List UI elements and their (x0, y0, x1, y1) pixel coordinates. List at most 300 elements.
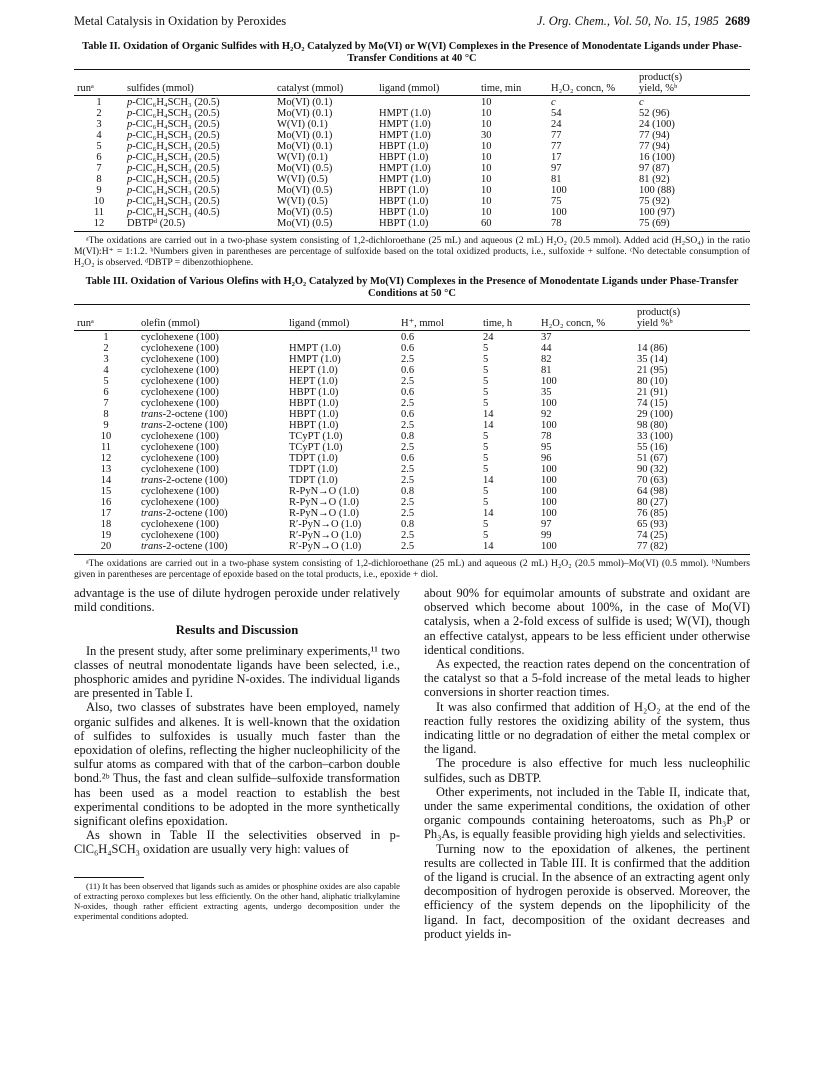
paragraph: It was also confirmed that addition of H₂O₂ at the end of the reaction fully restores the oxidizing ability of the system, thus indicating little or no degradation of either the metal complex or the ligand. (424, 699, 750, 757)
table3-cell-h2o2: 82 (541, 354, 552, 365)
right-column (424, 586, 750, 941)
table2-cell-sulfide: p-ClC₆H₄SCH₃ (20.5) (127, 174, 220, 185)
table-row (74, 475, 750, 486)
table3-cell-ligand: HMPT (1.0) (289, 354, 341, 365)
running-head (74, 14, 750, 29)
table3-cell-ligand: R-PyN→O (1.0) (289, 486, 359, 497)
table2-cell-run: 12 (74, 218, 124, 232)
table-row (74, 218, 750, 232)
table3-cell-time: 5 (483, 387, 489, 398)
table3-cell-yield (634, 331, 750, 344)
paragraph: advantage is the use of dilute hydrogen peroxide under relatively mild conditions. (74, 586, 400, 615)
table2-cell-time: 10 (481, 174, 492, 185)
table3-cell-hplus: 2.5 (401, 464, 415, 475)
paragraph: Other experiments, not included in the Table II, indicate that, under the same experimental conditions, the oxidation of other organic compounds containing heteroatoms, such as Ph₃P or Ph₃As, is equally feasible providing high yields and selectivities. (424, 784, 750, 842)
table2-cell-run: 6 (96, 152, 102, 163)
table2-cell-time: 10 (481, 163, 492, 174)
table3-cell-time: 5 (483, 530, 489, 541)
table3-cell-run: 6 (103, 387, 109, 398)
table3-cell-run: 17 (100, 508, 112, 519)
table2-cell-catalyst: Mo(VI) (0.5) (277, 163, 333, 174)
table3-cell-h2o2: 100 (541, 497, 557, 508)
table3-cell-time: 5 (483, 486, 489, 497)
table3-cell-run: 19 (100, 530, 112, 541)
table3-cell-run: 14 (100, 475, 112, 486)
table2-cell-time: 10 (481, 152, 492, 163)
left-column (74, 586, 400, 941)
table2-cell-ligand: HBPT (1.0) (379, 207, 429, 218)
table-row (74, 409, 750, 420)
table2-cell-sulfide: p-ClC₆H₄SCH₃ (20.5) (127, 141, 220, 152)
table2-cell-run: 5 (96, 141, 102, 152)
table3-cell-hplus: 0.6 (401, 343, 415, 354)
paragraph: As expected, the reaction rates depend on the concentration of the catalyst so that a 5-fold increase of the metal leads to higher conversions in shorter reaction times. (424, 657, 750, 700)
table3-cell-hplus: 0.8 (401, 519, 415, 530)
table-row (74, 141, 750, 152)
table-row (74, 497, 750, 508)
table3-cell-ligand: HBPT (1.0) (289, 398, 339, 409)
table3-cell-time: 5 (483, 343, 489, 354)
table2-cell-time: 30 (481, 130, 492, 141)
table3-cell-run: 20 (74, 541, 138, 555)
table3-cell-yield: 64 (98) (637, 486, 668, 497)
table3-cell-olefin: cyclohexene (100) (141, 354, 219, 365)
table-row (74, 365, 750, 376)
table-2-body (74, 96, 750, 232)
table3-cell-olefin: cyclohexene (100) (141, 376, 219, 387)
table-row (74, 387, 750, 398)
table3-cell-olefin: cyclohexene (100) (141, 497, 219, 508)
table3-cell-time: 5 (483, 464, 489, 475)
table3-cell-hplus: 2.5 (401, 442, 415, 453)
table3-cell-ligand: TCyPT (1.0) (289, 431, 343, 442)
table3-cell-time: 5 (483, 376, 489, 387)
table3-cell-h2o2: 35 (541, 387, 552, 398)
table3-cell-h2o2: 92 (541, 409, 552, 420)
table3-cell-olefin: trans-2-octene (100) (141, 420, 228, 431)
table3-cell-hplus: 2.5 (401, 420, 415, 431)
table2-cell-time: 10 (481, 207, 492, 218)
table-3 (74, 304, 750, 555)
table3-cell-ligand: TDPT (1.0) (289, 475, 338, 486)
table3-cell-yield: 80 (27) (637, 497, 668, 508)
table3-cell-ligand: R′-PyN→O (1.0) (289, 519, 362, 530)
table2-cell-h2o2: c (551, 97, 556, 108)
table-3-caption (74, 276, 750, 300)
paragraph: about 90% for equimolar amounts of substrate and oxidant are observed which become about 100%, in the case of Mo(VI) catalysis, when a 2-fold excess of sulfide is used; W(VI), though an effective catalyst, appears to be less efficient under otherwise identical conditions. (424, 586, 750, 657)
table2-cell-yield: 100 (88) (639, 185, 675, 196)
table3-cell-run: 3 (103, 354, 109, 365)
table2-cell-run: 7 (96, 163, 102, 174)
table2-cell-ligand: HBPT (1.0) (379, 185, 429, 196)
table2-cell-yield: 75 (69) (636, 218, 750, 232)
table2-cell-h2o2: 100 (551, 185, 567, 196)
table2-cell-ligand: HBPT (1.0) (376, 218, 478, 232)
t3-header-ligand: ligand (mmol) (286, 318, 398, 331)
t2-header-ligand: ligand (mmol) (376, 83, 478, 96)
table3-cell-olefin: cyclohexene (100) (141, 519, 219, 530)
table3-cell-hplus: 0.8 (401, 486, 415, 497)
table3-cell-olefin: trans-2-octene (100) (141, 508, 228, 519)
table3-cell-ligand: R′-PyN→O (1.0) (286, 541, 398, 555)
table3-cell-h2o2: 96 (541, 453, 552, 464)
table3-cell-olefin: cyclohexene (100) (141, 365, 219, 376)
running-head-citation (537, 14, 750, 29)
table3-cell-run: 2 (103, 343, 109, 354)
paragraph: In the present study, after some preliminary experiments,¹¹ two classes of neutral monodentate ligands have been selected, i.e., phosphoric amides and pyridine N-oxides. The individual ligands are presented in Table I. (74, 643, 400, 701)
table3-cell-h2o2: 100 (538, 541, 634, 555)
table2-cell-yield: 24 (100) (639, 119, 675, 130)
table3-cell-ligand: R′-PyN→O (1.0) (289, 530, 362, 541)
table2-cell-time: 10 (481, 119, 492, 130)
table3-cell-ligand: HEPT (1.0) (289, 365, 338, 376)
table2-cell-ligand: HBPT (1.0) (379, 196, 429, 207)
t3-header-run: runᵃ (74, 318, 138, 331)
t2-header-run: runᵃ (74, 83, 124, 96)
table3-cell-hplus: 2.5 (401, 398, 415, 409)
table3-cell-h2o2: 100 (541, 508, 557, 519)
footnote-rule (74, 877, 144, 878)
table2-cell-run: 4 (96, 130, 102, 141)
table-3-footnote: ᵃThe oxidations are carried out in a two-phase system consisting of 1,2-dichloroethane (25 mL) and aqueous (2 mL) H₂O₂ (20.5 mmol)–Mo(VI) (0.5 mmol). ᵇNumbers given in parentheses are percentage of epoxide based on the total products, i.e., epoxide + diol. (74, 558, 750, 580)
table3-cell-yield: 80 (10) (637, 376, 668, 387)
t3-header-product-top: product(s) (634, 305, 750, 319)
table2-cell-run: 11 (93, 207, 105, 218)
footnote-11: (11) It has been observed that ligands such as amides or phosphine oxides are also capable of extracting peroxo complexes but less efficiently. On the other hand, aliphatic trialkylamine N-oxides, though rather efficient extracting agents, undergo decomposition under the experimental conditions adopted. (74, 880, 400, 921)
table2-cell-h2o2: 77 (551, 141, 562, 152)
table-row (74, 453, 750, 464)
table-row (74, 442, 750, 453)
table2-cell-sulfide: p-ClC₆H₄SCH₃ (40.5) (127, 207, 220, 218)
table-row (74, 508, 750, 519)
table2-cell-ligand: HMPT (1.0) (379, 130, 431, 141)
table-row (74, 376, 750, 387)
table2-cell-time: 60 (478, 218, 548, 232)
table3-cell-time: 14 (480, 541, 538, 555)
table3-cell-hplus: 2.5 (398, 541, 480, 555)
table3-cell-yield: 65 (93) (637, 519, 668, 530)
table3-cell-hplus: 0.6 (401, 453, 415, 464)
table3-cell-h2o2: 44 (541, 343, 552, 354)
table2-cell-h2o2: 81 (551, 174, 562, 185)
table3-cell-hplus: 0.6 (401, 332, 415, 343)
table2-cell-time: 10 (481, 108, 492, 119)
table2-cell-time: 10 (481, 141, 492, 152)
table3-cell-yield: 51 (67) (637, 453, 668, 464)
table3-cell-olefin: cyclohexene (100) (141, 398, 219, 409)
t3-header-olefin: olefin (mmol) (138, 318, 286, 331)
table-row (74, 420, 750, 431)
table3-cell-h2o2: 100 (541, 420, 557, 431)
table3-cell-time: 5 (483, 519, 489, 530)
table3-cell-olefin: cyclohexene (100) (141, 453, 219, 464)
body-columns (74, 586, 750, 941)
table3-cell-olefin: trans-2-octene (100) (141, 409, 228, 420)
table3-cell-hplus: 0.6 (401, 409, 415, 420)
table-3-title: Oxidation of Various Olefins with H₂O₂ Catalyzed by Mo(VI) Complexes in the Presence of Monodentate Ligands under Phase-Transfer Conditions at 50 °C (130, 276, 739, 299)
table3-cell-run: 1 (103, 332, 109, 343)
table2-cell-h2o2: 78 (548, 218, 636, 232)
paragraph: The procedure is also effective for much less nucleophilic sulfides, such as DBTP. (424, 756, 750, 785)
table3-cell-time: 5 (483, 431, 489, 442)
table3-cell-ligand: HBPT (1.0) (289, 387, 339, 398)
table-row (74, 185, 750, 196)
table3-cell-h2o2: 100 (541, 376, 557, 387)
table3-cell-run: 4 (103, 365, 109, 376)
table-2 (74, 69, 750, 232)
table2-cell-yield: 16 (100) (639, 152, 675, 163)
table3-cell-run: 5 (103, 376, 109, 387)
table2-cell-yield: 77 (94) (639, 130, 670, 141)
table2-cell-yield: 52 (96) (639, 108, 670, 119)
t3-header-hplus: H⁺, mmol (398, 318, 480, 331)
table3-cell-time: 5 (483, 354, 489, 365)
paragraph: Also, two classes of substrates have been employed, namely organic sulfides and alkenes. It is well-known that the oxidation of sulfides to sulfoxides is usually much faster than the epoxidation of olefins, reflecting the higher nucleophilicity of the sulfur atoms as compared with that of the carbon–carbon double bond.²ᵇ Thus, the fast and clean sulfide–sulfoxide transformation has been used as a model reaction to establish the best experimental conditions to be adopted in the more synthetically significant olefins epoxidation. (74, 700, 400, 829)
table3-cell-hplus: 2.5 (401, 475, 415, 486)
t3-header-product-bottom: yield %ᵇ (634, 318, 750, 331)
table3-cell-time: 5 (483, 398, 489, 409)
table3-cell-yield: 98 (80) (637, 420, 668, 431)
table3-cell-hplus: 2.5 (401, 376, 415, 387)
table-row (74, 119, 750, 130)
table3-cell-olefin: cyclohexene (100) (141, 486, 219, 497)
table-2-footnote: ᵃThe oxidations are carried out in a two-phase system consisting of 1,2-dichloroethane (25 mL) and aqueous (2 mL) H₂O₂ (20.5 mmol). Added acid (H₂SO₄) in the ratio M(VI):H⁺ = 1:1.2. ᵇNumbers given in parentheses are percentage of sulfoxide based on the total oxidized products, i.e., sulfoxide + sulfone. ᶜNo detectable consumption of H₂O₂ is observed. ᵈDBTP = dibenzothiophene. (74, 235, 750, 268)
table2-cell-sulfide: p-ClC₆H₄SCH₃ (20.5) (127, 196, 220, 207)
journal-page (74, 14, 750, 941)
table3-cell-time: 24 (483, 332, 494, 343)
table3-cell-h2o2: 81 (541, 365, 552, 376)
table3-cell-h2o2: 100 (541, 398, 557, 409)
table2-cell-h2o2: 77 (551, 130, 562, 141)
table-row (74, 464, 750, 475)
table3-cell-run: 12 (100, 453, 112, 464)
table3-cell-yield: 29 (100) (637, 409, 673, 420)
table2-cell-catalyst: W(VI) (0.1) (277, 152, 328, 163)
table-row (74, 174, 750, 185)
table2-cell-run: 1 (96, 97, 102, 108)
table2-cell-ligand: HBPT (1.0) (379, 141, 429, 152)
table3-cell-h2o2: 100 (541, 486, 557, 497)
table3-cell-h2o2: 97 (541, 519, 552, 530)
table3-cell-ligand: HBPT (1.0) (289, 409, 339, 420)
table3-cell-h2o2: 99 (541, 530, 552, 541)
table2-cell-h2o2: 97 (551, 163, 562, 174)
table3-cell-ligand: TDPT (1.0) (289, 453, 338, 464)
table2-cell-sulfide: p-ClC₆H₄SCH₃ (20.5) (127, 97, 220, 108)
table3-cell-ligand: TCyPT (1.0) (289, 442, 343, 453)
paragraph: Turning now to the epoxidation of alkenes, the pertinent results are collected in Table III. It is confirmed that the addition of the ligand is crucial. In the absence of an extracting agent only decomposition of hydrogen peroxide is observed. Moreover, the efficiency of the system depends on the lipophilicity of the ligand. In fact, decomposition of the oxidant decreases and product yields in- (424, 841, 750, 941)
table-2-title: Oxidation of Organic Sulfides with H₂O₂ Catalyzed by Mo(VI) or W(VI) Complexes in the Presence of Monodentate Ligands under Phase-Transfer Conditions at 40 °C (122, 41, 742, 64)
table3-cell-ligand: R-PyN→O (1.0) (289, 508, 359, 519)
t3-header-h2o2: H₂O₂ concn, % (538, 318, 634, 331)
table3-cell-olefin: cyclohexene (100) (141, 431, 219, 442)
table2-cell-h2o2: 24 (551, 119, 562, 130)
table3-cell-yield: 21 (91) (637, 387, 668, 398)
section-heading: Results and Discussion (175, 623, 299, 638)
table3-cell-hplus: 2.5 (401, 530, 415, 541)
table-3-block (74, 276, 750, 580)
table-row (74, 207, 750, 218)
table3-cell-h2o2: 78 (541, 431, 552, 442)
table-row (74, 398, 750, 409)
table-3-label: Table III. (85, 276, 128, 287)
table3-cell-yield: 35 (14) (637, 354, 668, 365)
table3-cell-h2o2: 37 (541, 332, 552, 343)
table3-cell-time: 5 (483, 365, 489, 376)
table3-cell-ligand: HBPT (1.0) (289, 420, 339, 431)
table3-cell-olefin: cyclohexene (100) (141, 530, 219, 541)
table3-cell-olefin: cyclohexene (100) (141, 442, 219, 453)
table2-cell-run: 8 (96, 174, 102, 185)
table3-cell-yield: 74 (15) (637, 398, 668, 409)
table3-cell-hplus: 2.5 (401, 497, 415, 508)
table2-cell-ligand: HMPT (1.0) (379, 174, 431, 185)
table2-cell-yield: 100 (97) (639, 207, 675, 218)
table2-cell-yield: 75 (92) (639, 196, 670, 207)
table2-cell-catalyst: Mo(VI) (0.1) (277, 97, 333, 108)
table3-cell-ligand (286, 331, 398, 344)
table3-cell-hplus: 0.6 (401, 365, 415, 376)
table2-cell-ligand: HMPT (1.0) (379, 163, 431, 174)
table-row (74, 196, 750, 207)
table3-cell-time: 5 (483, 442, 489, 453)
table3-cell-run: 15 (100, 486, 112, 497)
page-number: 2689 (725, 14, 750, 28)
table-2-block (74, 41, 750, 268)
table2-cell-sulfide: p-ClC₆H₄SCH₃ (20.5) (127, 119, 220, 130)
table3-cell-yield: 77 (82) (634, 541, 750, 555)
t2-header-sulfides: sulfides (mmol) (124, 83, 274, 96)
table2-cell-ligand (376, 96, 478, 109)
table2-cell-h2o2: 54 (551, 108, 562, 119)
t2-header-product-top: product(s) (636, 70, 750, 84)
table3-cell-hplus: 2.5 (401, 354, 415, 365)
t2-header-h2o2: H₂O₂ concn, % (548, 83, 636, 96)
table2-cell-yield: 81 (92) (639, 174, 670, 185)
table-row (74, 541, 750, 555)
table3-cell-olefin: trans-2-octene (100) (138, 541, 286, 555)
table2-cell-time: 10 (481, 185, 492, 196)
table3-cell-run: 7 (103, 398, 109, 409)
table3-cell-olefin: cyclohexene (100) (141, 387, 219, 398)
table2-cell-yield: 97 (87) (639, 163, 670, 174)
table2-cell-run: 2 (96, 108, 102, 119)
table3-cell-run: 13 (100, 464, 112, 475)
table3-cell-yield: 55 (16) (637, 442, 668, 453)
table3-cell-ligand: HMPT (1.0) (289, 343, 341, 354)
table2-cell-catalyst: Mo(VI) (0.1) (277, 141, 333, 152)
paragraph: As shown in Table II the selectivities observed in p-ClC₆H₄SCH₃ oxidation are usually very high: values of (74, 828, 400, 857)
table3-cell-yield: 33 (100) (637, 431, 673, 442)
table-2-caption (74, 41, 750, 65)
table2-cell-sulfide: p-ClC₆H₄SCH₃ (20.5) (127, 108, 220, 119)
table3-cell-h2o2: 95 (541, 442, 552, 453)
table3-cell-yield: 70 (63) (637, 475, 668, 486)
table3-cell-run: 11 (100, 442, 112, 453)
table3-cell-time: 14 (483, 420, 494, 431)
table2-cell-sulfide: p-ClC₆H₄SCH₃ (20.5) (127, 163, 220, 174)
table3-cell-run: 8 (103, 409, 109, 420)
table3-cell-ligand: TDPT (1.0) (289, 464, 338, 475)
table2-cell-yield: c (639, 97, 644, 108)
table2-cell-time: 10 (481, 196, 492, 207)
t3-header-time: time, h (480, 318, 538, 331)
table3-cell-run: 9 (103, 420, 109, 431)
table3-cell-time: 14 (483, 475, 494, 486)
table2-cell-h2o2: 17 (551, 152, 562, 163)
table3-cell-h2o2: 100 (541, 475, 557, 486)
table3-cell-time: 5 (483, 453, 489, 464)
table3-cell-hplus: 2.5 (401, 508, 415, 519)
table3-cell-run: 10 (100, 431, 112, 442)
table-row (74, 343, 750, 354)
table-row (74, 354, 750, 365)
table2-cell-sulfide: p-ClC₆H₄SCH₃ (20.5) (127, 130, 220, 141)
table-row (74, 519, 750, 530)
table-row (74, 530, 750, 541)
table2-cell-sulfide: p-ClC₆H₄SCH₃ (20.5) (127, 185, 220, 196)
table2-cell-sulfide: p-ClC₆H₄SCH₃ (20.5) (127, 152, 220, 163)
table3-cell-yield: 21 (95) (637, 365, 668, 376)
table2-cell-catalyst: Mo(VI) (0.1) (277, 130, 333, 141)
table3-cell-hplus: 0.8 (401, 431, 415, 442)
table2-cell-run: 9 (96, 185, 102, 196)
table2-cell-ligand: HMPT (1.0) (379, 108, 431, 119)
table-row (74, 431, 750, 442)
table3-cell-ligand: HEPT (1.0) (289, 376, 338, 387)
table2-cell-catalyst: Mo(VI) (0.5) (274, 218, 376, 232)
table3-cell-olefin: trans-2-octene (100) (141, 475, 228, 486)
table2-cell-catalyst: W(VI) (0.5) (277, 196, 328, 207)
table2-cell-catalyst: W(VI) (0.1) (277, 119, 328, 130)
t2-header-catalyst: catalyst (mmol) (274, 83, 376, 96)
table3-cell-run: 18 (100, 519, 112, 530)
running-head-title: Metal Catalysis in Oxidation by Peroxides (74, 14, 287, 28)
table-row (74, 108, 750, 119)
table2-cell-h2o2: 100 (551, 207, 567, 218)
table2-cell-catalyst: Mo(VI) (0.5) (277, 185, 333, 196)
table3-cell-yield: 74 (25) (637, 530, 668, 541)
table3-cell-time: 5 (483, 497, 489, 508)
table3-cell-olefin: cyclohexene (100) (141, 332, 219, 343)
table3-cell-hplus: 0.6 (401, 387, 415, 398)
table2-cell-sulfide: DBTPᵈ (20.5) (124, 218, 274, 232)
table2-cell-catalyst: Mo(VI) (0.5) (277, 207, 333, 218)
table-row (74, 152, 750, 163)
t2-header-time: time, min (478, 83, 548, 96)
table3-cell-yield: 90 (32) (637, 464, 668, 475)
table-row (74, 163, 750, 174)
table-row (74, 130, 750, 141)
table3-cell-olefin: cyclohexene (100) (141, 343, 219, 354)
table-row (74, 331, 750, 344)
table2-cell-run: 3 (96, 119, 102, 130)
table-2-label: Table II. (82, 41, 121, 52)
table3-cell-time: 14 (483, 409, 494, 420)
table2-cell-yield: 77 (94) (639, 141, 670, 152)
t2-header-product-bottom: yield, %ᵇ (636, 83, 750, 96)
table3-cell-time: 14 (483, 508, 494, 519)
table3-cell-yield: 76 (85) (637, 508, 668, 519)
table3-cell-olefin: cyclohexene (100) (141, 464, 219, 475)
table2-cell-time: 10 (481, 97, 492, 108)
table2-cell-h2o2: 75 (551, 196, 562, 207)
table-3-body (74, 331, 750, 555)
table2-cell-ligand: HBPT (1.0) (379, 152, 429, 163)
table3-cell-yield: 14 (86) (637, 343, 668, 354)
table2-cell-catalyst: W(VI) (0.5) (277, 174, 328, 185)
table2-cell-catalyst: Mo(VI) (0.1) (277, 108, 333, 119)
